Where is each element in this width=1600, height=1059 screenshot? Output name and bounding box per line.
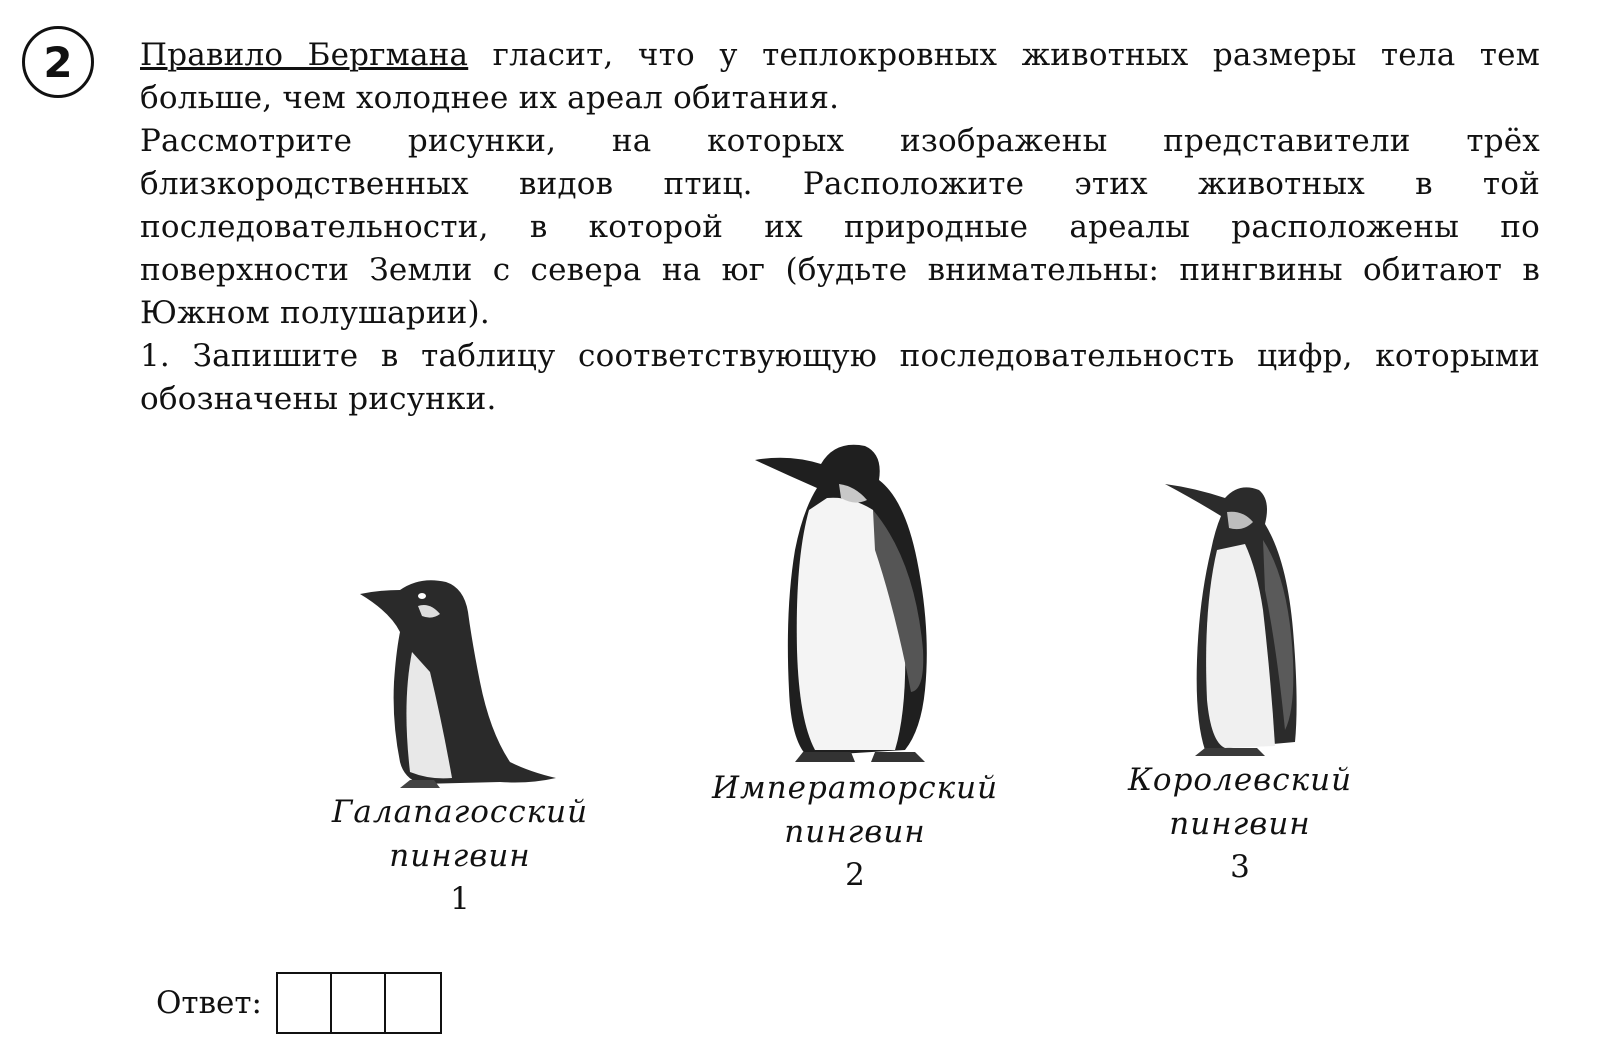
figure-1-caption-line2: пингвин <box>389 838 531 874</box>
answer-cell-3[interactable] <box>386 974 440 1032</box>
figure-2-caption-line1: Императорский <box>711 770 999 806</box>
figure-galapagos <box>300 572 620 920</box>
task-number-badge <box>22 26 94 98</box>
figure-3-caption-line2: пингвин <box>1169 806 1311 842</box>
figure-1-number: 1 <box>450 881 470 917</box>
figure-3-number: 3 <box>1230 849 1250 885</box>
paragraph-rule <box>140 34 1540 120</box>
answer-row <box>156 972 442 1034</box>
figure-king <box>1080 480 1400 888</box>
answer-cell-2[interactable] <box>332 974 386 1032</box>
answer-label: Ответ: <box>156 985 262 1021</box>
king-penguin-icon <box>1165 480 1315 758</box>
answer-cell-1[interactable] <box>278 974 332 1032</box>
emperor-penguin-icon <box>755 440 955 766</box>
figure-2-caption-line2: пингвин <box>784 814 926 850</box>
figure-2-number: 2 <box>845 857 865 893</box>
figure-1-caption-line1: Галапагосский <box>331 794 589 830</box>
figure-3-caption-line1: Королевский <box>1127 762 1353 798</box>
task-text <box>140 34 1540 421</box>
paragraph-instruction: Рассмотрите рисунки, на которых изображены представители трёх близкородственных видов птиц. Расположите этих животных в той последовательности, в которой их природные ареалы расположены по поверхности Земли с севера на юг (будьте внимательны: пингвины обитают в Южном полушарии). <box>140 123 1540 331</box>
task-number: 2 <box>43 37 73 87</box>
paragraph-question: 1. Запишите в таблицу соответствующую последовательность цифр, которыми обозначены рисунки. <box>140 338 1540 417</box>
rule-text: гласит, что у теплокровных животных размеры тела тем больше, чем холоднее их ареал обитания. <box>140 37 1541 116</box>
galapagos-penguin-icon <box>360 572 560 790</box>
rule-term: Правило Бергмана <box>140 37 469 73</box>
figure-emperor <box>690 440 1020 896</box>
answer-table <box>276 972 442 1034</box>
